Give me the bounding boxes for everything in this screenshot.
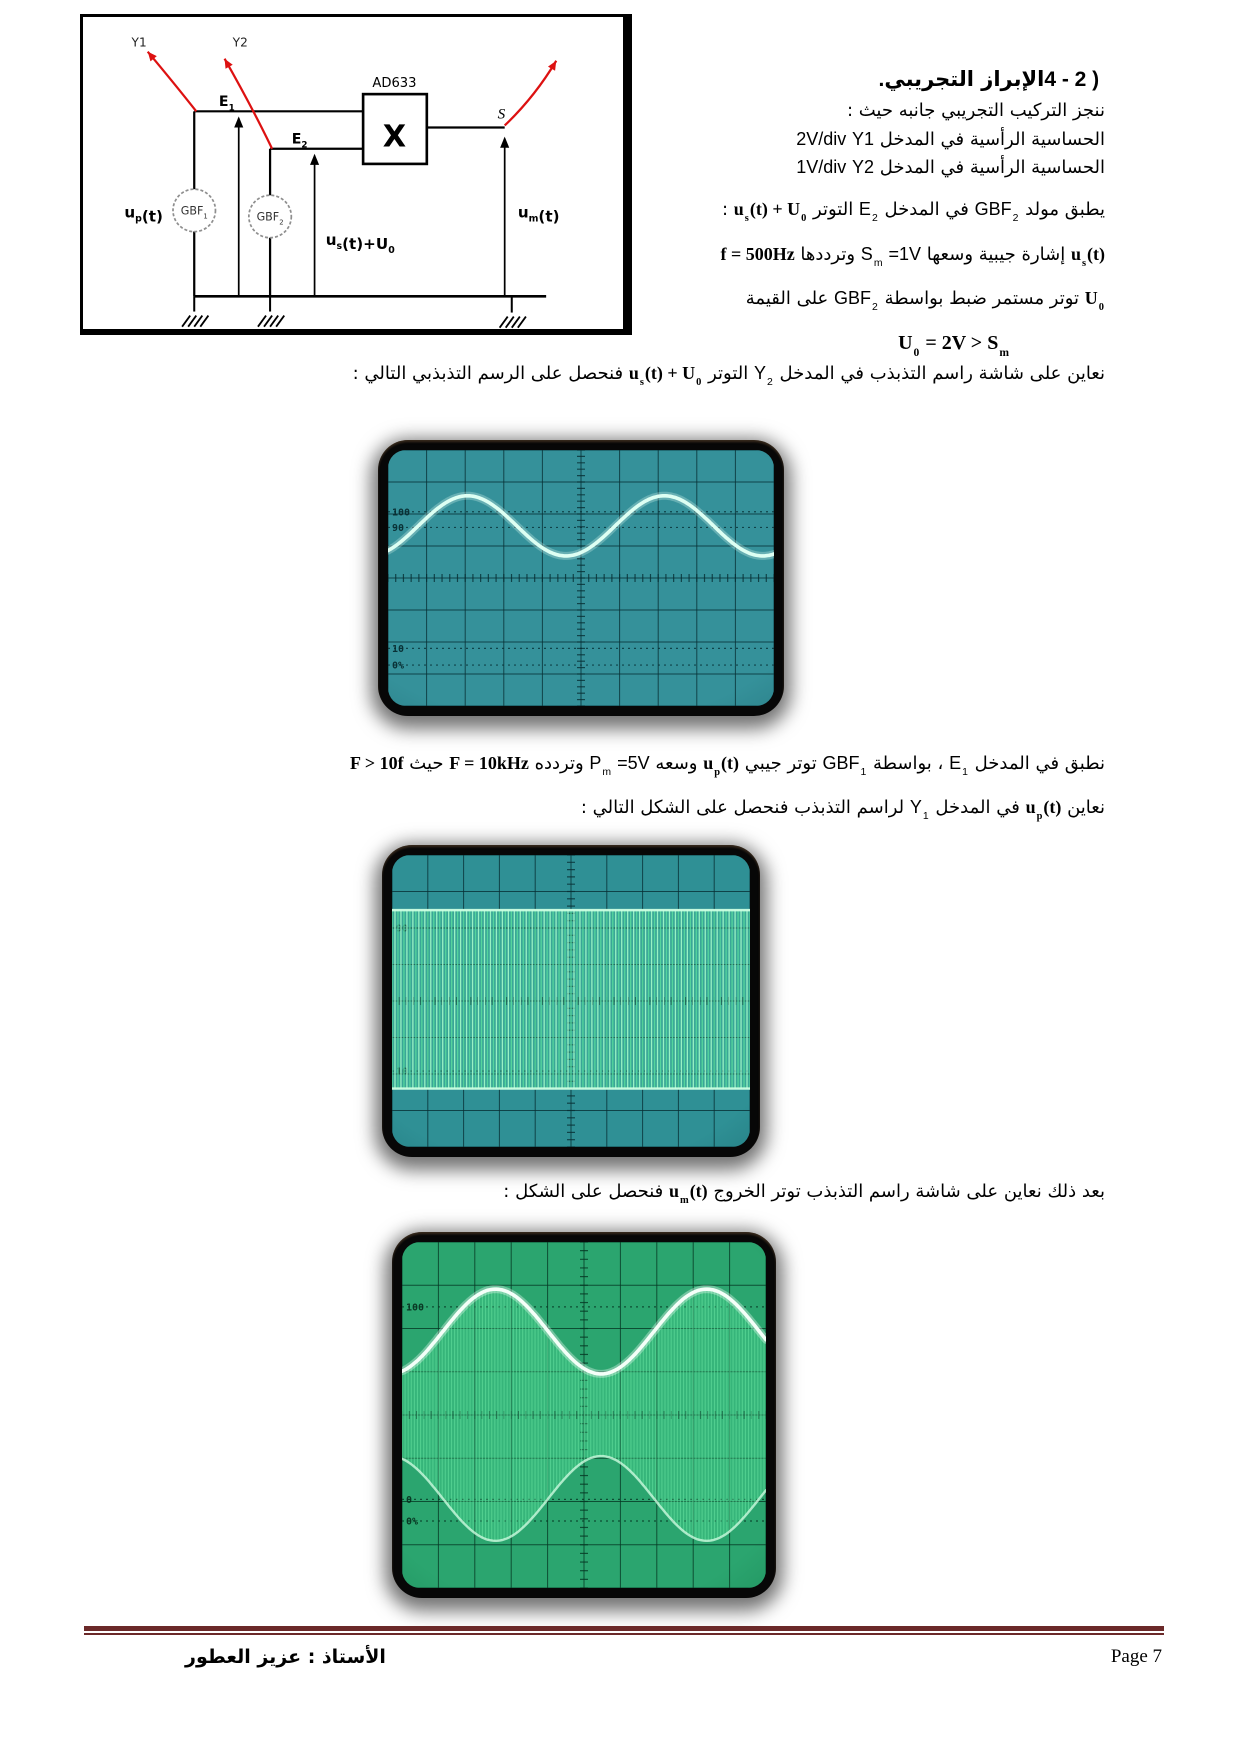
view-um-line — [503, 1180, 1105, 1207]
text-chunk: u — [1070, 244, 1081, 264]
formula-group — [974, 199, 1020, 225]
text-chunk: ، بواسطة — [867, 753, 950, 774]
formula-group — [733, 199, 808, 225]
circuit-diagram-drawing — [83, 17, 623, 329]
footer-author: الأستاذ : عزيز العطور — [185, 1646, 386, 1668]
text-chunk: 1V/div — [796, 157, 847, 177]
text-chunk: الحساسية الرأسية في المدخل — [874, 157, 1105, 178]
text-chunk: 0 — [1098, 302, 1104, 314]
text-chunk: : — [721, 199, 734, 220]
text-chunk: 0 — [801, 213, 807, 225]
formula-group — [668, 1181, 708, 1207]
text-chunk: =5V — [612, 753, 650, 773]
formula-group — [754, 363, 774, 389]
scope1-trace — [388, 450, 774, 706]
svg-text:S: S — [497, 105, 506, 123]
text-chunk: m — [999, 345, 1009, 359]
footer-rule-thick — [84, 1626, 1164, 1631]
text-chunk: . — [872, 68, 885, 91]
svg-text:0: 0 — [406, 1494, 413, 1506]
text-chunk: نطبق في المدخل — [968, 753, 1105, 774]
formula-group — [1070, 244, 1105, 270]
text-chunk: s — [744, 213, 749, 225]
svg-text:100: 100 — [392, 507, 411, 519]
text-chunk: 2V/div — [796, 129, 847, 149]
text-chunk: التوتر — [807, 199, 859, 220]
section-heading — [873, 66, 1105, 93]
formula-group — [796, 157, 846, 178]
text-chunk: وترددها — [794, 244, 861, 265]
svg-text:um(t): $u_m(t)$ — [517, 203, 560, 226]
text-chunk: m — [873, 258, 883, 270]
oscilloscope-screen-2 — [382, 845, 760, 1157]
text-chunk: u — [703, 753, 714, 773]
text-chunk: (t) + U — [749, 199, 801, 219]
svg-text:100: 100 — [406, 1302, 425, 1314]
text-chunk: P — [589, 753, 602, 773]
text-chunk: توتر مستمر ضبط بواسطة — [878, 288, 1085, 309]
text-chunk: 2 — [767, 377, 773, 389]
formula-group — [909, 797, 930, 823]
text-chunk: E — [949, 753, 962, 773]
formula-group — [720, 244, 794, 265]
text-chunk: f = 500Hz — [720, 244, 795, 264]
formula-group — [852, 157, 874, 178]
text-chunk: Y2 — [851, 157, 874, 177]
text-chunk: 2 — [871, 213, 878, 225]
text-chunk: نعاين على شاشة راسم التذبذب في المدخل — [773, 363, 1105, 384]
text-chunk: 2 — [872, 302, 878, 314]
svg-text:X: X — [382, 119, 407, 155]
text-chunk: (t) — [689, 1181, 708, 1201]
apply-gbf1-line — [350, 752, 1105, 779]
text-chunk: Y — [754, 363, 767, 383]
text-chunk: وسعه — [649, 753, 704, 774]
sensitivity-y2-line — [796, 156, 1105, 180]
svg-text:Y2: Y2 — [232, 35, 248, 50]
text-chunk: E — [858, 199, 871, 219]
text-chunk: لراسم التذبذب فنحصل على الشكل التالي : — [580, 797, 910, 818]
text-chunk: U — [898, 332, 913, 354]
signal-us-line — [720, 243, 1105, 270]
text-chunk: GBF — [834, 288, 872, 308]
u0-description-line — [745, 287, 1105, 314]
text-chunk: u — [733, 199, 744, 219]
scope3-crt — [402, 1242, 766, 1588]
text-chunk: 2 — [1012, 213, 1019, 225]
formula-group — [852, 129, 874, 150]
text-chunk: الإبراز التجريبي — [884, 67, 1045, 91]
text-chunk: توتر جيبي — [739, 753, 823, 774]
svg-text:E2: $E_2$ — [291, 131, 308, 151]
text-chunk: (t) + U — [644, 363, 696, 383]
view-y2-line — [352, 362, 1105, 389]
svg-text:GBF1: $GBF_1$ — [180, 204, 208, 221]
scope2-trace — [392, 855, 750, 1147]
text-chunk: u — [668, 1181, 679, 1201]
text-chunk: Y — [909, 797, 922, 817]
oscilloscope-screen-3 — [392, 1232, 776, 1598]
text-chunk: U — [1084, 288, 1098, 308]
text-chunk: يطبق مولد — [1019, 199, 1105, 220]
circuit-diagram — [80, 14, 632, 335]
text-chunk: 1 — [860, 767, 867, 779]
text-chunk: = 2V > S — [920, 332, 999, 354]
formula-group — [873, 67, 885, 91]
text-chunk: F > 10f — [350, 753, 404, 773]
svg-text:us(t)+U0: $u_s(t)+U_0$ — [325, 230, 395, 256]
text-chunk: S — [860, 244, 873, 264]
formula-group — [628, 363, 703, 389]
text-chunk: التوتر — [702, 363, 754, 384]
formula-group — [949, 753, 969, 779]
text-chunk: 0 — [913, 345, 920, 359]
svg-text:90: 90 — [392, 522, 405, 534]
formula-group — [858, 199, 879, 225]
text-chunk: GBF — [822, 753, 860, 773]
svg-text:0%: 0% — [392, 660, 405, 672]
formula-group — [350, 753, 404, 774]
text-chunk: ننجز التركيب التجريبي جانبه حيث : — [846, 100, 1105, 121]
text-chunk: =1V — [883, 244, 922, 264]
formula-group — [898, 330, 1010, 359]
text-chunk: u — [1025, 797, 1036, 817]
text-chunk: m — [679, 1195, 689, 1207]
text-chunk: على القيمة — [745, 288, 835, 309]
text-chunk: بعد ذلك نعاين على شاشة راسم التذبذب توتر الخروج — [707, 1181, 1105, 1202]
scope3-trace — [402, 1242, 766, 1588]
text-chunk: نعاين — [1061, 797, 1105, 818]
scope2-crt — [392, 855, 750, 1147]
text-chunk: 0 — [696, 377, 702, 389]
formula-group — [1025, 797, 1062, 823]
text-chunk: Y1 — [851, 129, 874, 149]
text-chunk: 4 - 2 ) — [1044, 68, 1105, 91]
formula-group — [1044, 67, 1105, 91]
text-chunk: 1 — [962, 767, 968, 779]
text-chunk: p — [1036, 811, 1043, 823]
formula-group — [1084, 288, 1105, 314]
text-chunk: حيث — [403, 753, 450, 774]
formula-group — [822, 753, 867, 779]
text-chunk: في المدخل — [929, 797, 1026, 818]
formula-group — [796, 129, 846, 150]
formula-group — [860, 244, 922, 270]
footer-page-number: Page 7 — [1110, 1646, 1162, 1667]
footer-rule-thin — [84, 1633, 1164, 1635]
svg-text:0%: 0% — [406, 1516, 419, 1528]
formula-group — [834, 288, 879, 314]
formula-group — [449, 753, 529, 774]
u0-equation — [898, 330, 1010, 359]
scope1-crt — [388, 450, 774, 706]
view-y1-line — [580, 796, 1105, 823]
text-chunk: الحساسية الرأسية في المدخل — [874, 129, 1105, 150]
svg-text:GBF2: $GBF_2$ — [256, 210, 284, 227]
text-chunk: F = 10kHz — [449, 753, 529, 773]
text-chunk: (t) — [1043, 797, 1062, 817]
svg-text:10: 10 — [392, 643, 405, 655]
text-chunk: 1 — [922, 811, 929, 823]
text-chunk: p — [714, 767, 721, 779]
text-chunk: s — [639, 377, 644, 389]
text-chunk: u — [628, 363, 639, 383]
svg-text:Y1: Y1 — [131, 35, 147, 50]
svg-text:E1: $E_1$ — [218, 94, 235, 114]
oscilloscope-screen-1 — [378, 440, 784, 716]
text-chunk: s — [1081, 258, 1087, 270]
setup-line — [847, 100, 1105, 123]
text-chunk: (t) — [1087, 244, 1105, 264]
text-chunk: إشارة جيبية وسعها — [921, 244, 1071, 265]
svg-text:AD633: AD633 — [372, 76, 417, 92]
text-chunk: (t) — [721, 753, 740, 773]
formula-group — [703, 753, 740, 779]
apply-gbf2-line — [721, 198, 1105, 225]
text-chunk: فنحصل على الرسم التذبذبي التالي : — [352, 363, 629, 384]
formula-group — [589, 753, 650, 779]
svg-text:up(t): $u_p(t)$ — [124, 203, 163, 226]
text-chunk: GBF — [974, 199, 1012, 219]
text-chunk: فنحصل على الشكل : — [503, 1181, 669, 1202]
sensitivity-y1-line — [796, 128, 1105, 152]
text-chunk: m — [602, 767, 612, 779]
text-chunk: وتردده — [528, 753, 590, 774]
text-chunk: في المدخل — [878, 199, 975, 220]
